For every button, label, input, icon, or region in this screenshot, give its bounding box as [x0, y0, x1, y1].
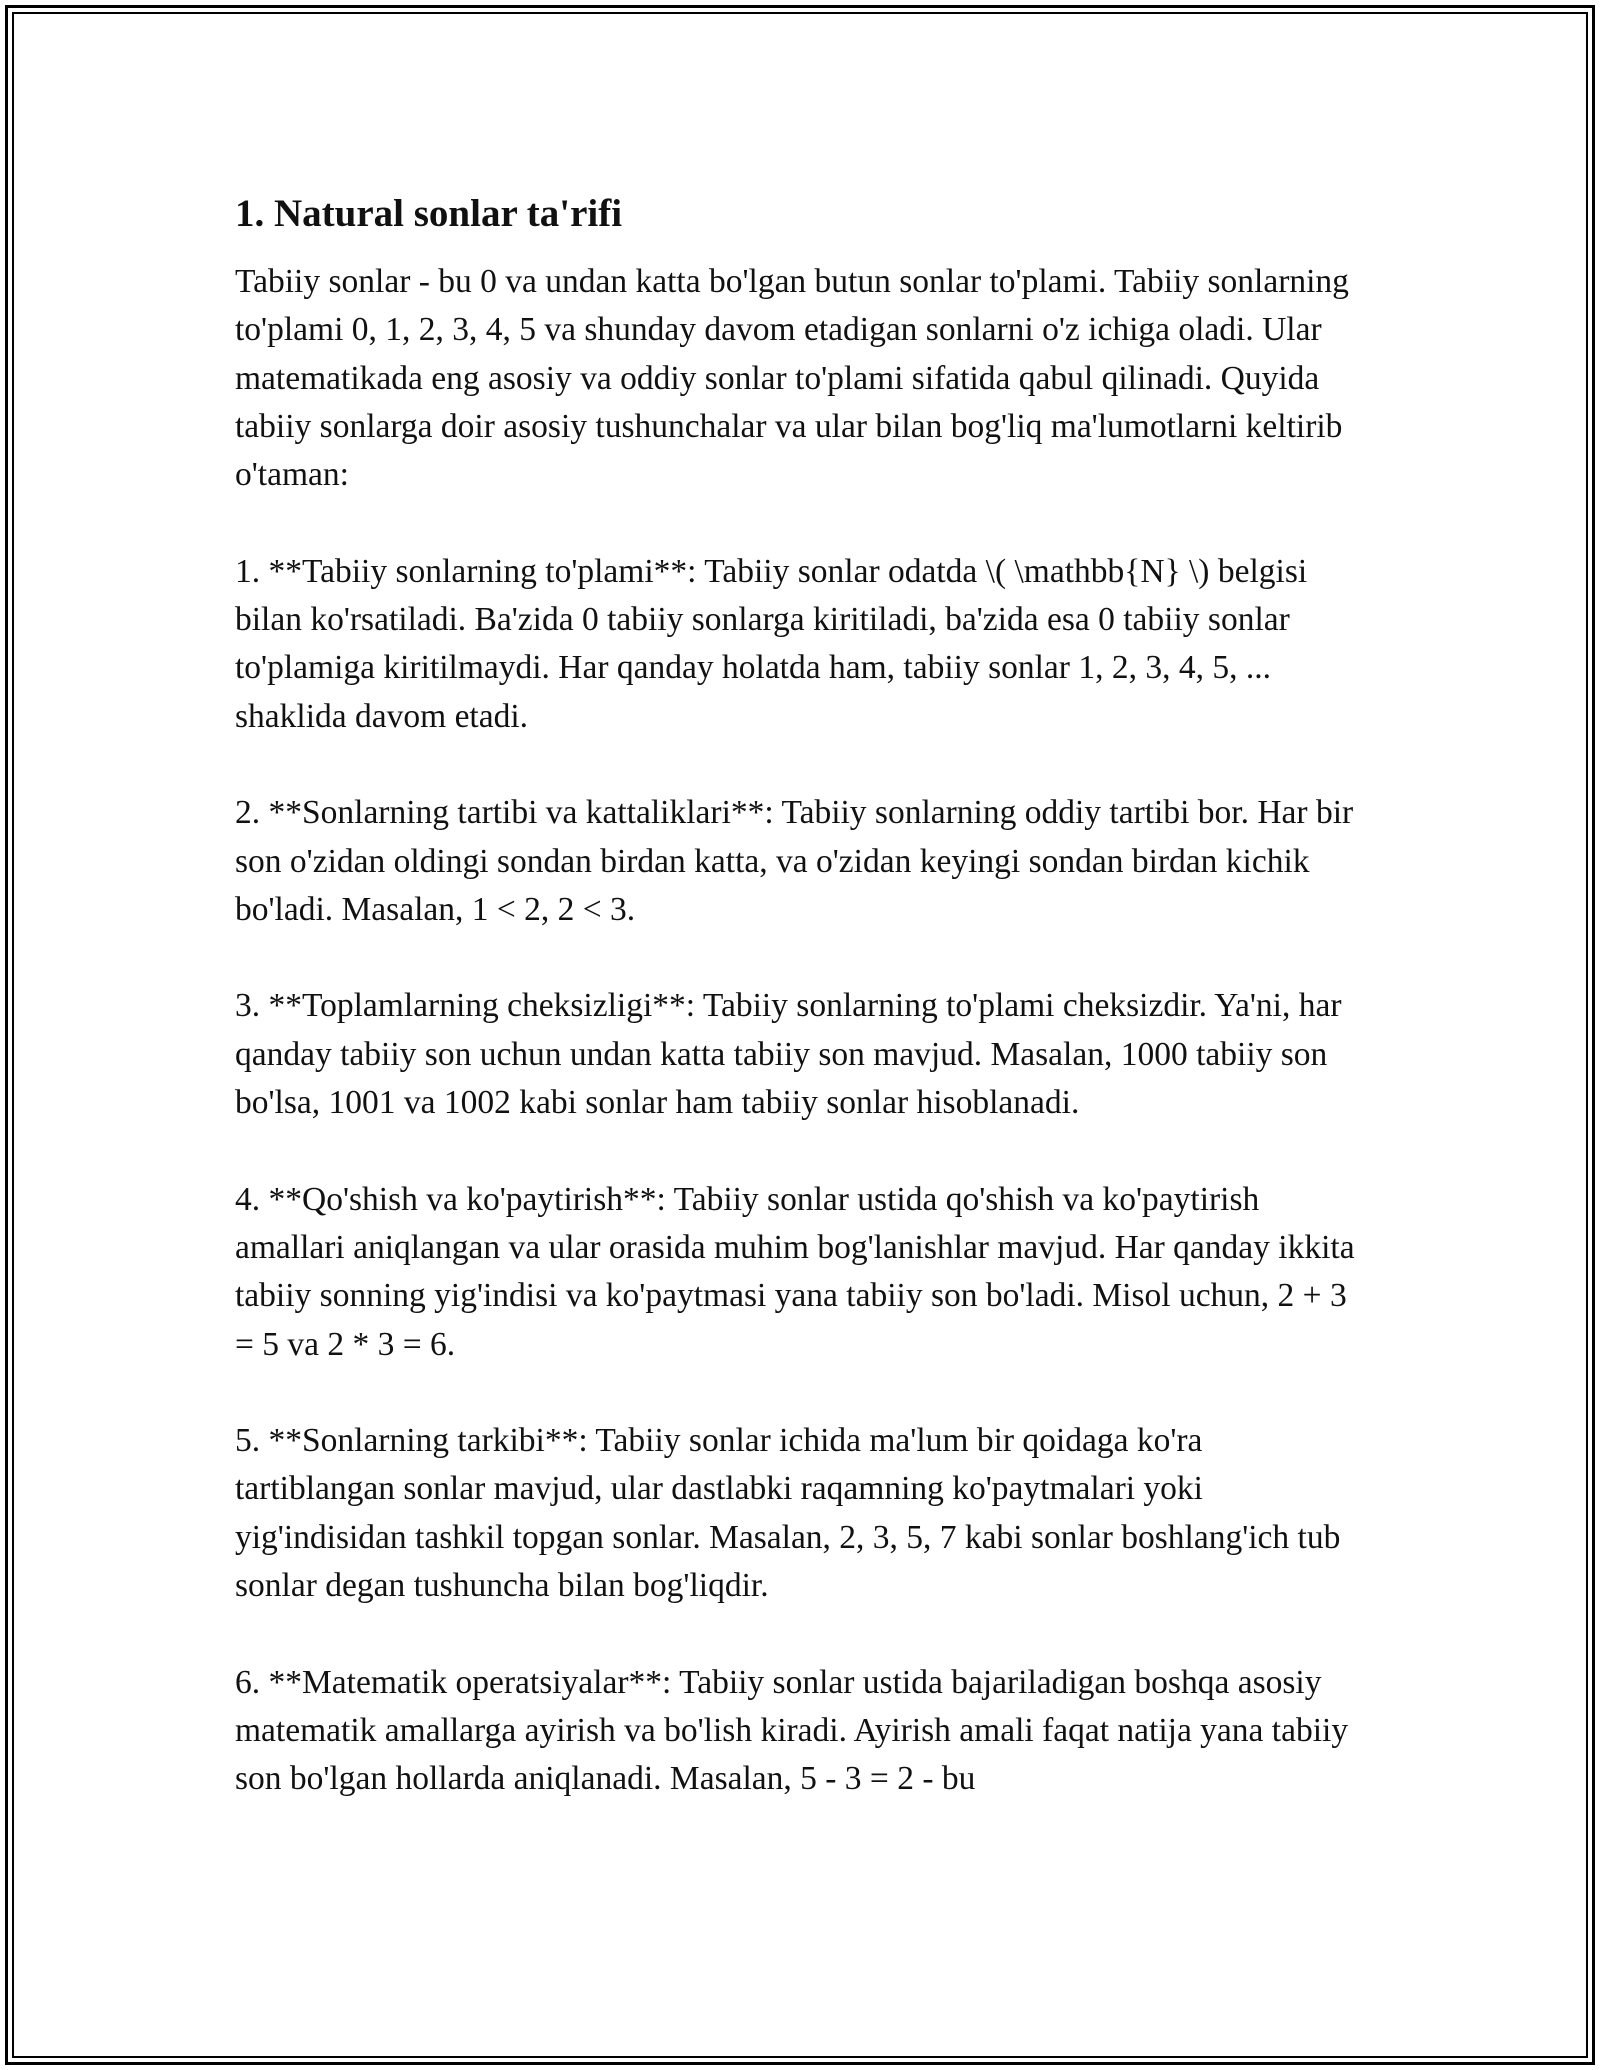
paragraph-item-1: 1. **Tabiiy sonlarning to'plami**: Tabiiy sonlar odatda \( \mathbb{N} \) belgisi bilan ko'rsatiladi. Ba'zida 0 tabiiy sonlarga kiritiladi, ba'zida esa 0 tabiiy sonlar to'plamiga kiritilmaydi. Har qanday holatda ham, tabiiy sonlar 1, 2, 3, 4, 5, ... shaklida davom etadi. [235, 552, 1308, 735]
paragraph-item-5: 5. **Sonlarning tarkibi**: Tabiiy sonlar ichida ma'lum bir qoidaga ko'ra tartiblangan sonlar mavjud, ular dastlabki raqamning ko'paytmalari yoki yig'indisidan tashkil topgan sonlar. Masalan, 2, 3, 5, 7 kabi sonlar boshlang'ich tub sonlar degan tushuncha bilan bog'liqdir. [235, 1422, 1341, 1605]
paragraph-item-6: 6. **Matematik operatsiyalar**: Tabiiy sonlar ustida bajariladigan boshqa asosiy matematik amallarga ayirish va bo'lish kiradi. Ayirish amali faqat natija yana tabiiy son bo'lgan hollarda aniqlanadi. Masalan, 5 - 3 = 2 - bu [235, 1663, 1349, 1798]
paragraph-item-4: 4. **Qo'shish va ko'paytirish**: Tabiiy sonlar ustida qo'shish va ko'paytirish amallari aniqlangan va ular orasida muhim bog'lanishlar mavjud. Har qanday ikkita tabiiy sonning yig'indisi va ko'paytmasi yana tabiiy son bo'ladi. Misol uchun, 2 + 3 = 5 va 2 * 3 = 6. [235, 1180, 1355, 1363]
paragraph-item-3: 3. **Toplamlarning cheksizligi**: Tabiiy sonlarning to'plami cheksizdir. Ya'ni, har qanday tabiiy son uchun undan katta tabiiy son mavjud. Masalan, 1000 tabiiy son bo'lsa, 1001 va 1002 kabi sonlar ham tabiiy sonlar hisoblanadi. [235, 987, 1342, 1122]
document-body [235, 188, 1365, 1804]
paragraph-intro: Tabiiy sonlar - bu 0 va undan katta bo'lgan butun sonlar to'plami. Tabiiy sonlarning to'plami 0, 1, 2, 3, 4, 5 va shunday davom etadigan sonlarni o'z ichiga oladi. Ular matematikada eng asosiy va oddiy sonlar to'plami sifatida qabul qilinadi. Quyida tabiiy sonlarga doir asosiy tushunchalar va ular bilan bog'liq ma'lumotlarni keltirib o'taman: [235, 263, 1349, 494]
paragraph-item-2: 2. **Sonlarning tartibi va kattaliklari**: Tabiiy sonlarning oddiy tartibi bor. Har bir son o'zidan oldingi sondan birdan katta, va o'zidan keyingi sondan birdan kichik bo'ladi. Masalan, 1 < 2, 2 < 3. [235, 794, 1354, 928]
section-heading: 1. Natural sonlar ta'rifi [235, 192, 623, 235]
